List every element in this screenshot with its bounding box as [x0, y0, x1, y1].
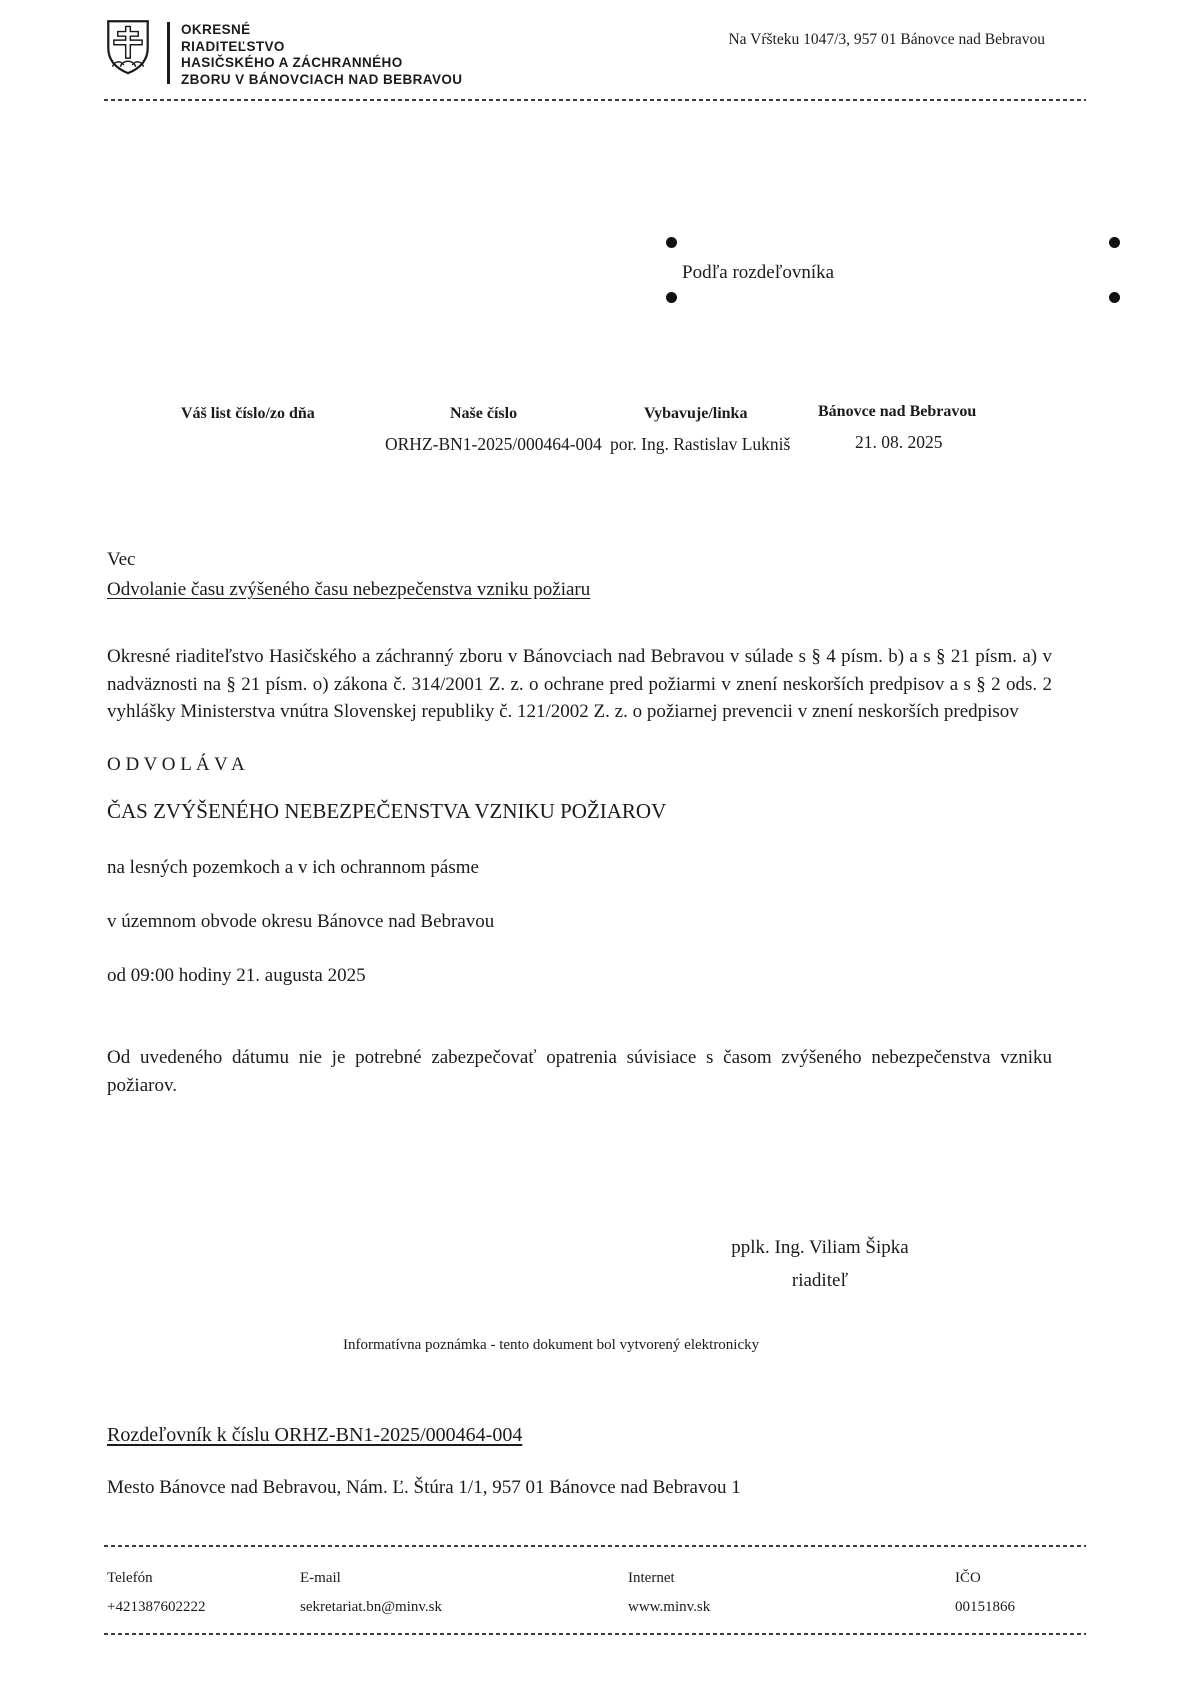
coat-of-arms-icon	[104, 18, 152, 76]
footer-value-email: sekretariat.bn@minv.sk	[300, 1599, 442, 1615]
footer-rule-top	[104, 1545, 1086, 1547]
ref-value-handled-by: por. Ing. Rastislav Lukniš	[610, 434, 791, 454]
ref-label-handled-by: Vybavuje/linka	[644, 405, 748, 422]
distribution-item: Mesto Bánovce nad Bebravou, Nám. Ľ. Štúra 1/1, 957 01 Bánovce nad Bebravou 1	[107, 1477, 741, 1498]
org-name	[181, 22, 462, 88]
footer-rule-bottom	[104, 1633, 1086, 1635]
fold-mark-bullet	[1109, 237, 1120, 248]
signature-title: riaditeľ	[791, 1270, 849, 1291]
ref-value-date: 21. 08. 2025	[855, 432, 943, 452]
ref-label-your-number: Váš list číslo/zo dňa	[181, 405, 315, 422]
body-line-datetime: od 09:00 hodiny 21. augusta 2025	[107, 965, 366, 986]
org-name-line: RIADITEĽSTVO	[181, 38, 285, 54]
ref-label-place: Bánovce nad Bebravou	[818, 403, 977, 420]
header-divider	[167, 22, 170, 84]
footer-label-ico: IČO	[955, 1570, 981, 1586]
footer-label-internet: Internet	[628, 1570, 675, 1586]
footer-value-ico: 00151866	[955, 1599, 1015, 1615]
body-line-district: v územnom obvode okresu Bánovce nad Bebravou	[107, 911, 495, 932]
fold-mark-bullet	[666, 292, 677, 303]
signature-name: pplk. Ing. Viliam Šipka	[731, 1237, 909, 1258]
subject-label: Vec	[107, 549, 136, 570]
distribution-title: Rozdeľovník k číslu ORHZ-BN1-2025/000464-004	[107, 1424, 523, 1446]
org-name-line: ZBORU V BÁNOVCIACH NAD BEBRAVOU	[181, 71, 463, 87]
body-paragraph-closing: Od uvedeného dátumu nie je potrebné zabezpečovať opatrenia súvisiace s časom zvýšeného nebezpečenstva vzniku požiarov.	[107, 1047, 1052, 1096]
subject-title: Odvolanie času zvýšeného času nebezpečenstva vzniku požiaru	[107, 579, 591, 600]
fold-mark-bullet	[666, 237, 677, 248]
body-paragraph-legal: Okresné riaditeľstvo Hasičského a záchranný zboru v Bánovciach nad Bebravou v súlade s § 4 písm. b) a s § 21 písm. a) v nadväznosti na § 21 písm. o) zákona č. 314/2001 Z. z. o ochrane pred požiarmi v znení neskorších predpisov a s § 2 ods. 2 vyhlášky Ministerstva vnútra Slovenskej republiky č. 121/2002 Z. z. o požiarnej prevencii v znení neskorších predpisov	[107, 646, 1052, 722]
signature-block	[610, 1231, 1030, 1297]
body-line-forest: na lesných pozemkoch a v ich ochrannom pásme	[107, 857, 479, 878]
footer-value-internet: www.minv.sk	[628, 1599, 711, 1615]
header-address: Na Vŕšteku 1047/3, 957 01 Bánovce nad Bebravou	[728, 31, 1045, 48]
electronic-note: Informatívna poznámka - tento dokument bol vytvorený elektronicky	[343, 1337, 760, 1353]
header-rule	[104, 99, 1086, 101]
footer-label-phone: Telefón	[107, 1570, 153, 1586]
footer-label-email: E-mail	[300, 1570, 341, 1586]
ref-label-our-number: Naše číslo	[450, 405, 518, 422]
body-heading: ČAS ZVÝŠENÉHO NEBEZPEČENSTVA VZNIKU POŽIAROV	[107, 799, 667, 823]
ref-value-our-number: ORHZ-BN1-2025/000464-004	[385, 434, 602, 454]
footer-value-phone: +421387602222	[107, 1599, 206, 1615]
recipient-label: Podľa rozdeľovníka	[682, 262, 835, 283]
body-declares: O D V O L Á V A	[107, 754, 245, 775]
org-name-line: OKRESNÉ	[181, 22, 251, 37]
fold-mark-bullet	[1109, 292, 1120, 303]
org-name-line: HASIČSKÉHO A ZÁCHRANNÉHO	[181, 55, 403, 70]
